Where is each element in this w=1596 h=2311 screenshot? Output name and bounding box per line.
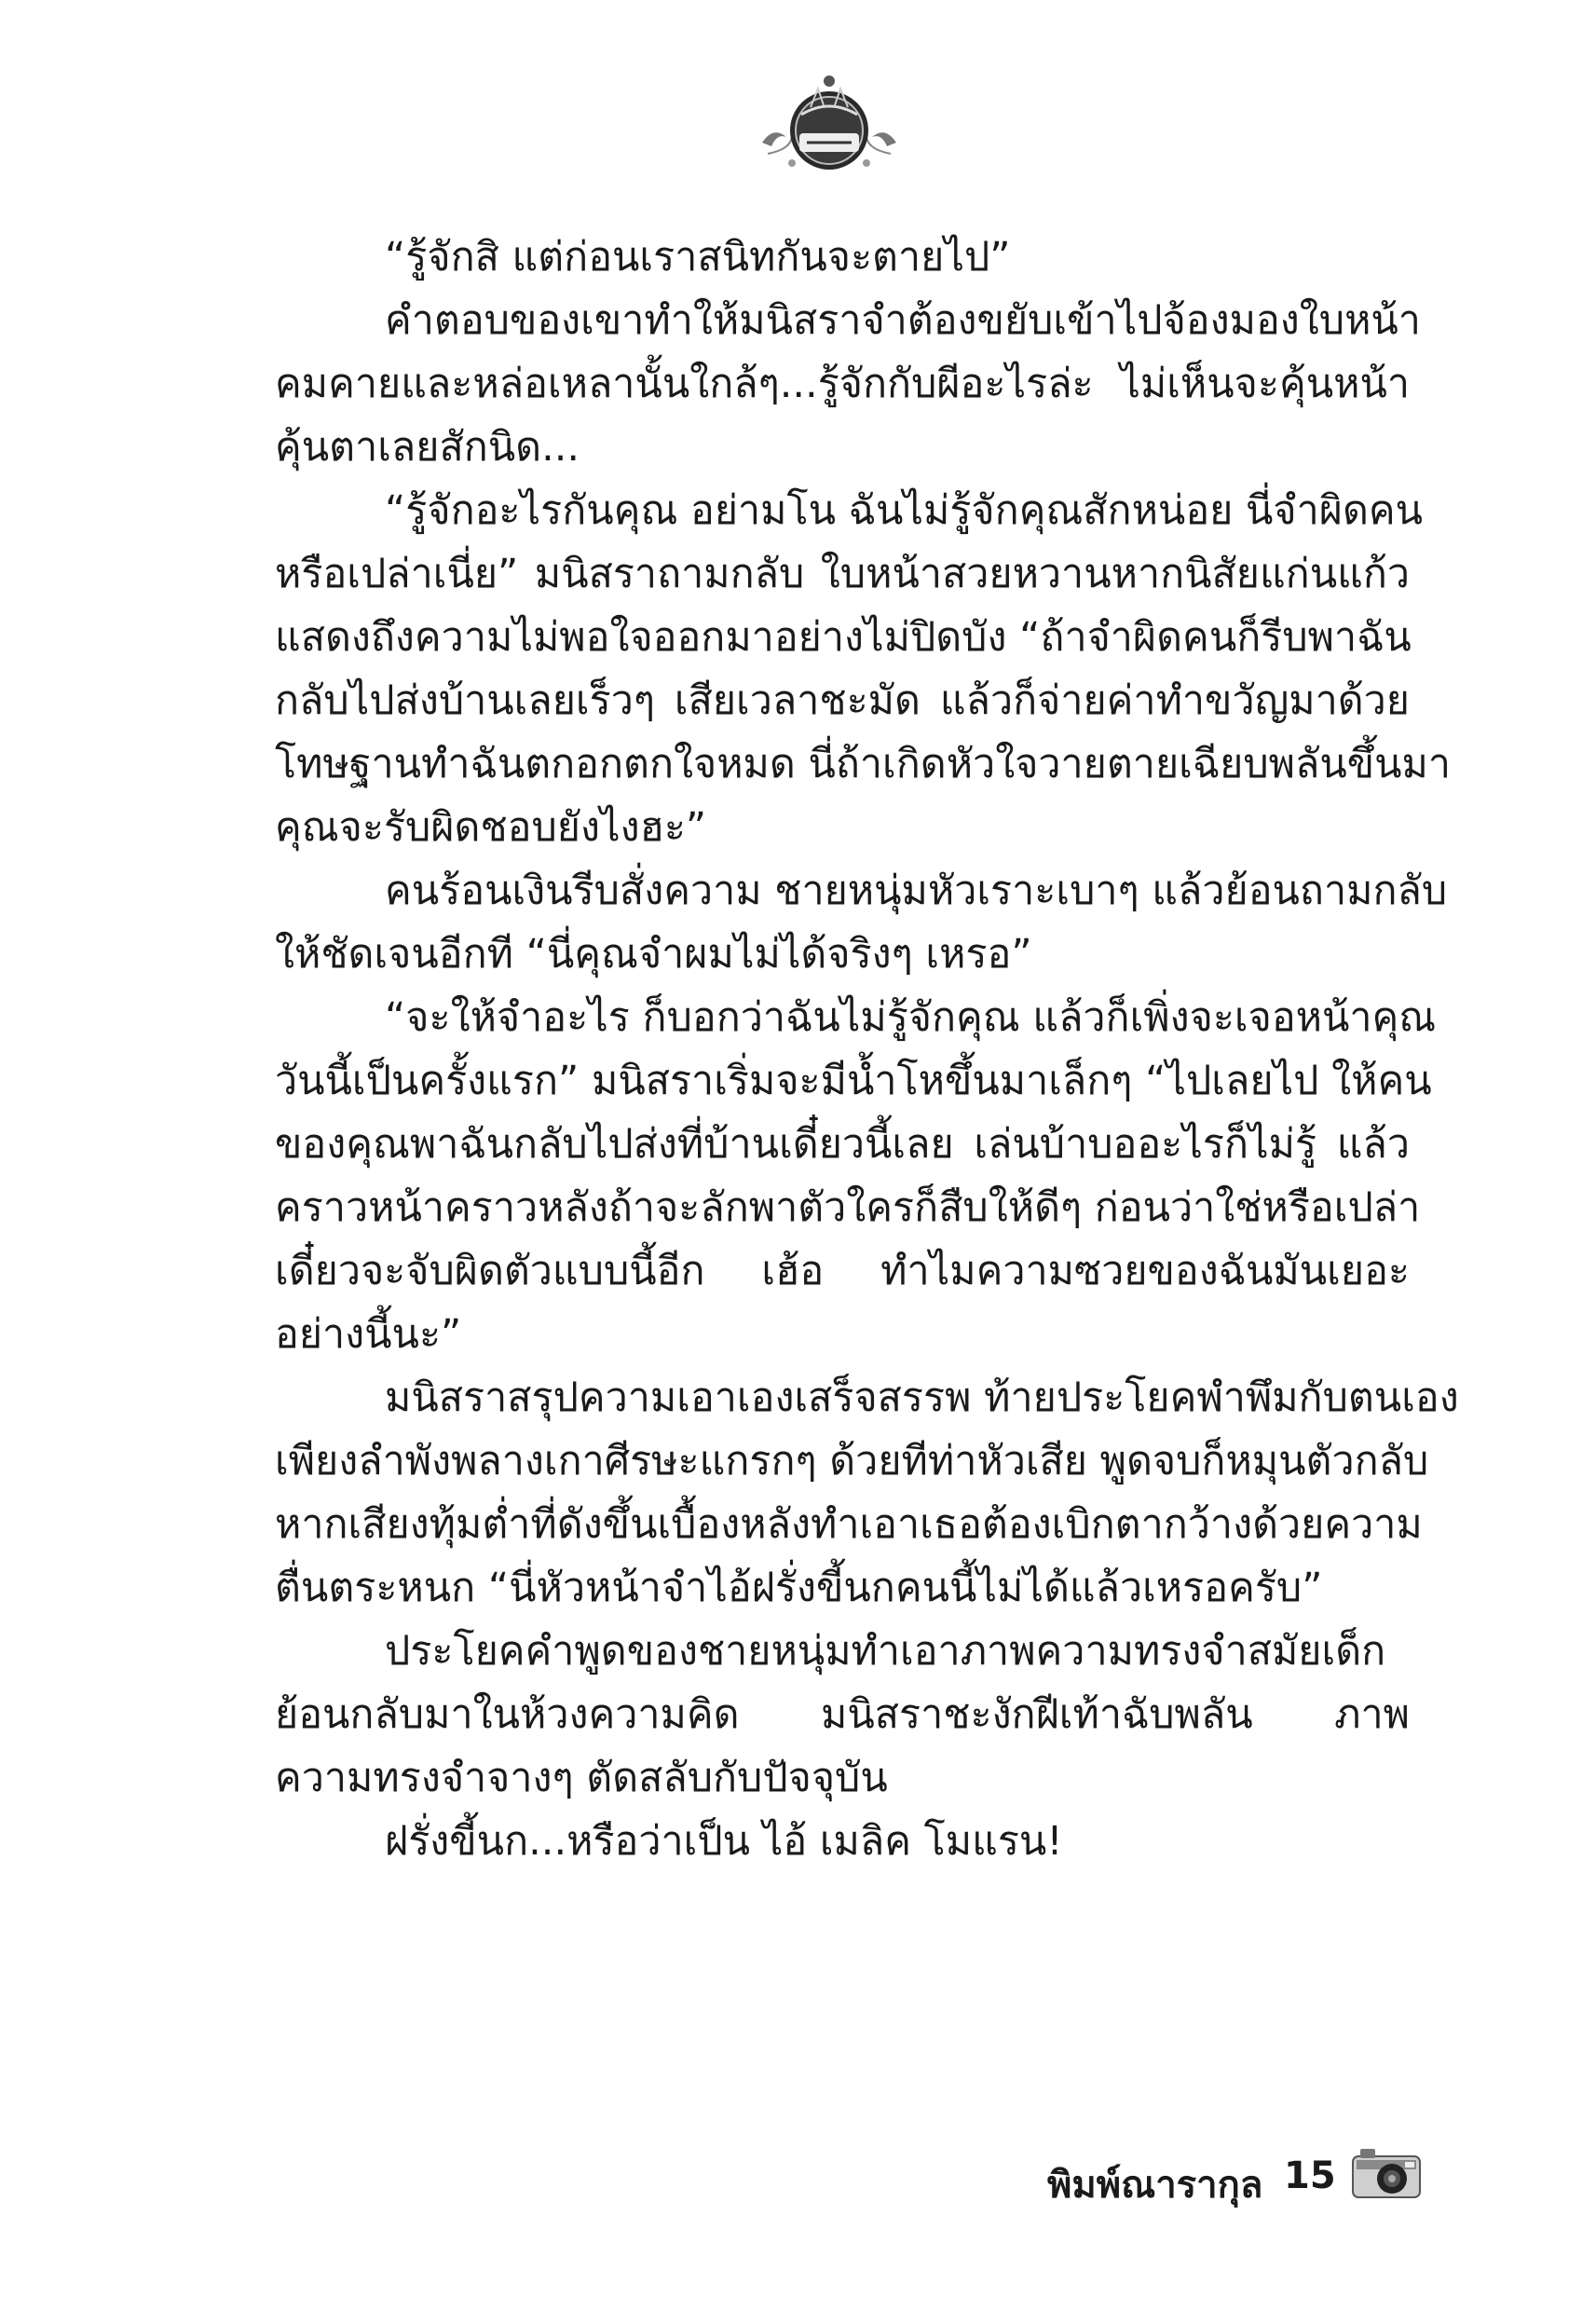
text-line: โทษฐานทำฉันตกอกตกใจหมด นี่ถ้าเกิดหัวใจวายตายเฉียบพลันขึ้นมา: [275, 741, 1451, 787]
text-line: คุ้นตาเลยสักนิด...: [275, 424, 580, 471]
text-line: ของคุณพาฉันกลับไปส่งที่บ้านเดี๋ยวนี้เลย เล่นบ้าบออะไรก็ไม่รู้ แล้ว: [275, 1121, 1410, 1168]
ornament-logo-icon: [755, 61, 904, 177]
text-line: คุณจะรับผิดชอบยังไงฮะ”: [275, 804, 707, 851]
text-line: วันนี้เป็นครั้งแรก” มนิสราเริ่มจะมีน้ำโหขึ้นมาเล็กๆ “ไปเลยไป ให้คน: [275, 1058, 1432, 1104]
text-line: ฝรั่งขี้นก...หรือว่าเป็น ไอ้ เมลิค โมแรน!: [385, 1818, 1063, 1865]
camera-icon: [1349, 2143, 1424, 2203]
page-number: 15: [1284, 2154, 1336, 2197]
text-line: คนร้อนเงินรีบสั่งความ ชายหนุ่มหัวเราะเบาๆ แล้วย้อนถามกลับ: [385, 868, 1448, 914]
body-text: [275, 226, 1459, 1873]
text-line: หากเสียงทุ้มต่ำที่ดังขึ้นเบื้องหลังทำเอาเธอต้องเบิกตากว้างด้วยความ: [275, 1501, 1423, 1548]
text-line: กลับไปส่งบ้านเลยเร็วๆ เสียเวลาชะมัด แล้วก็จ่ายค่าทำขวัญมาด้วย: [275, 677, 1410, 724]
page-footer: [988, 2143, 1435, 2208]
text-line: มนิสราสรุปความเอาเองเสร็จสรรพ ท้ายประโยคพำพึมกับตนเอง: [385, 1374, 1459, 1421]
text-line: หรือเปล่าเนี่ย” มนิสราถามกลับ ใบหน้าสวยหวานหากนิสัยแก่นแก้ว: [275, 551, 1410, 597]
text-line: “รู้จักสิ แต่ก่อนเราสนิทกันจะตายไป”: [385, 234, 1011, 280]
text-line: ตื่นตระหนก “นี่หัวหน้าจำไอ้ฝรั่งขี้นกคนนี้ไม่ได้แล้วเหรอครับ”: [275, 1565, 1323, 1611]
book-title: พิมพ์ณารากุล: [1047, 2164, 1263, 2207]
text-line: ให้ชัดเจนอีกที “นี่คุณจำผมไม่ได้จริงๆ เหรอ”: [275, 931, 1032, 978]
text-line: แสดงถึงความไม่พอใจออกมาอย่างไม่ปิดบัง “ถ้าจำผิดคนก็รีบพาฉัน: [275, 614, 1412, 661]
text-line: คราวหน้าคราวหลังถ้าจะลักพาตัวใครก็สืบให้ดีๆ ก่อนว่าใช่หรือเปล่า: [275, 1184, 1421, 1231]
text-line: คำตอบของเขาทำให้มนิสราจำต้องขยับเข้าไปจ้องมองใบหน้า: [385, 297, 1421, 344]
text-line: เดี๋ยวจะจับผิดตัวแบบนี้อีก เฮ้อ ทำไมความซวยของฉันมันเยอะ: [275, 1248, 1410, 1294]
text-line: ความทรงจำจางๆ ตัดสลับกับปัจจุบัน: [275, 1755, 888, 1801]
text-line: อย่างนี้นะ”: [275, 1311, 462, 1358]
text-line: ประโยคคำพูดของชายหนุ่มทำเอาภาพความทรงจำสมัยเด็ก: [385, 1628, 1386, 1675]
header-ornament-logo: [755, 61, 904, 177]
text-line: “จะให้จำอะไร ก็บอกว่าฉันไม่รู้จักคุณ แล้วก็เพิ่งจะเจอหน้าคุณ: [385, 994, 1437, 1041]
text-line: เพียงลำพังพลางเกาศีรษะแกรกๆ ด้วยทีท่าหัวเสีย พูดจบก็หมุนตัวกลับ: [275, 1438, 1429, 1484]
text-line: ย้อนกลับมาในห้วงความคิด มนิสราชะงักฝีเท้าฉับพลัน ภาพ: [275, 1691, 1410, 1738]
text-line: คมคายและหล่อเหลานั้นใกล้ๆ...รู้จักกับผีอะไรล่ะ ไม่เห็นจะคุ้นหน้า: [275, 361, 1410, 407]
text-line: “รู้จักอะไรกันคุณ อย่ามโน ฉันไม่รู้จักคุณสักหน่อย นี่จำผิดคน: [385, 487, 1424, 534]
